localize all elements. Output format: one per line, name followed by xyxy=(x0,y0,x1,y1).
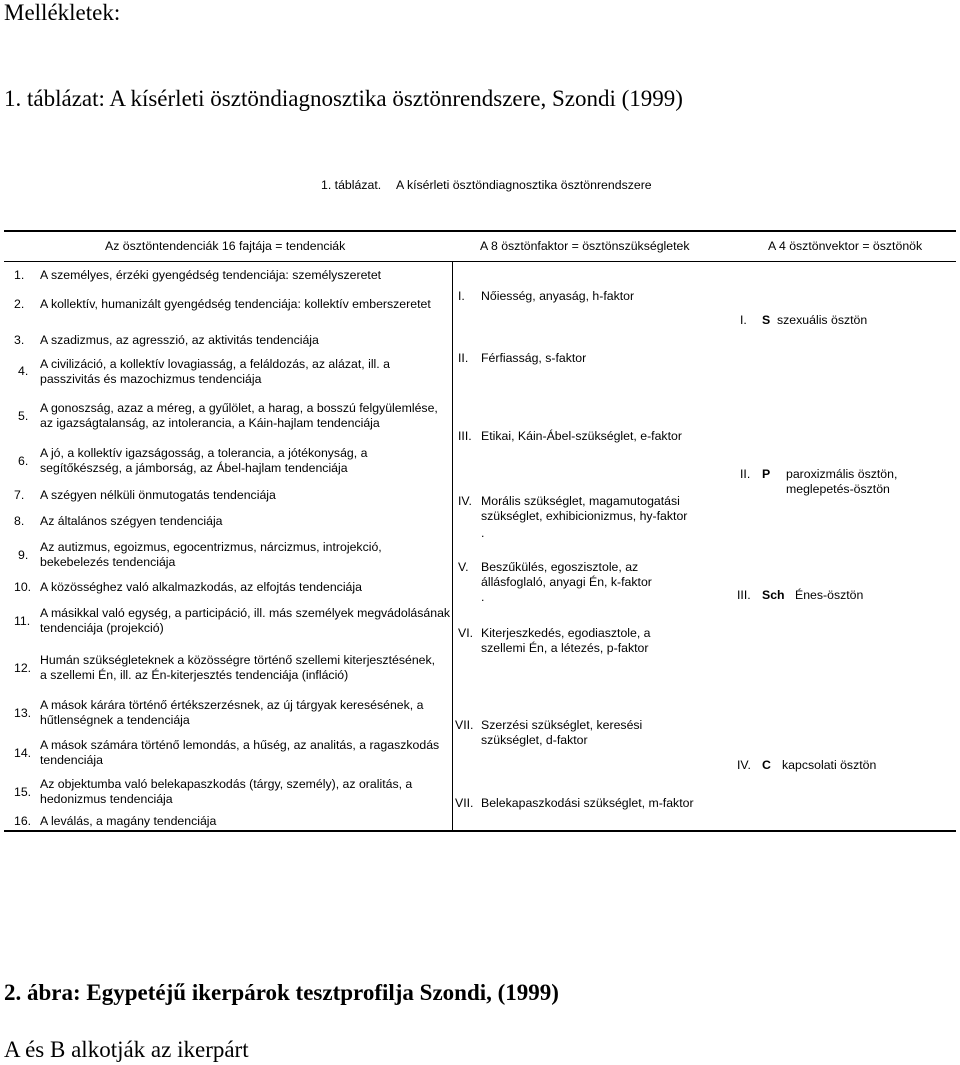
tendency-text: A személyes, érzéki gyengédség tendenciája: személyszeretet xyxy=(40,268,382,282)
page-heading: Mellékletek: xyxy=(4,0,121,25)
vector-number: I. xyxy=(740,313,747,327)
tendency-number: 11. xyxy=(14,614,31,628)
vector-text: kapcsolati ösztön xyxy=(782,758,877,772)
tendency-text: A gonoszság, azaz a méreg, a gyűlölet, a harag, a bosszú felgyülemlése, az igazságtalanság, az intolerancia, a Káin-hajlam tendenciája xyxy=(40,401,438,430)
factor-dot: . xyxy=(481,526,485,540)
tendency-text: A szégyen nélküli önmutogatás tendenciája xyxy=(40,488,276,502)
table-title: 1. táblázat: A kísérleti ösztöndiagnosztika ösztönrendszere, Szondi (1999) xyxy=(4,86,683,111)
tendency-number: 2. xyxy=(14,297,25,311)
caption-text: A kísérleti ösztöndiagnosztika ösztönrendszere xyxy=(396,178,652,192)
vector-code: P xyxy=(762,467,771,481)
header-factors: A 8 ösztönfaktor = ösztönszükségletek xyxy=(480,239,690,253)
tendency-text: A leválás, a magány tendenciája xyxy=(40,814,217,828)
tendency-text: A szadizmus, az agresszió, az aktivitás tendenciája xyxy=(40,333,319,347)
tendency-number: 10. xyxy=(14,580,32,594)
factor-number: V. xyxy=(458,560,469,574)
factor-number: II. xyxy=(458,351,469,365)
tendency-text: A kollektív, humanizált gyengédség tendenciája: kollektív emberszeretet xyxy=(40,297,431,311)
tendency-number: 13. xyxy=(14,706,32,720)
tendency-number: 3. xyxy=(14,333,25,347)
factor-text: Beszűkülés, egoszisztole, az állásfoglaló, anyagi Én, k-faktor xyxy=(481,560,652,589)
figure-title: 2. ábra: Egypetéjű ikerpárok tesztprofilja Szondi, (1999) xyxy=(4,980,559,1005)
vector-number: II. xyxy=(740,467,751,481)
factor-text: Morális szükséglet, magamutogatási szükséglet, exhibicionizmus, hy-faktor xyxy=(481,494,688,523)
table-bottom-border xyxy=(4,830,956,832)
vector-code: C xyxy=(762,758,771,772)
header-vectors: A 4 ösztönvektor = ösztönök xyxy=(768,239,923,253)
factor-dot: . xyxy=(481,590,485,604)
tendency-number: 9. xyxy=(18,548,29,562)
tendency-text: A másikkal való egység, a participáció, ill. más személyek megvádolásának tendenciája (projekció) xyxy=(40,606,451,635)
tendency-text: A civilizáció, a kollektív lovagiasság, a feláldozás, az alázat, ill. a passzivitás és mazochizmus tendenciája xyxy=(40,357,390,386)
tendency-text: Az autizmus, egoizmus, egocentrizmus, nárcizmus, introjekció, bekebelezés tendenciája xyxy=(40,540,382,569)
tendency-number: 5. xyxy=(18,409,29,423)
tendency-number: 4. xyxy=(18,364,29,378)
tendency-text: A jó, a kollektív igazságosság, a tolerancia, a jótékonyság, a segítőkészség, a jámborság, az Ábel-hajlam tendenciája xyxy=(40,446,368,475)
vector-code: Sch xyxy=(762,588,785,602)
vector-text: szexuális ösztön xyxy=(777,313,868,327)
factor-number: III. xyxy=(458,429,472,443)
tendency-text: A mások számára történő lemondás, a hűség, az analitás, a ragaszkodás tendenciája xyxy=(40,738,440,767)
vector-number: III. xyxy=(737,588,751,602)
vector-number: IV. xyxy=(737,758,751,772)
tendency-number: 8. xyxy=(14,514,25,528)
tendency-text: Az objektumba való belekapaszkodás (tárgy, személy), az oralitás, a hedonizmus tendenciája xyxy=(40,777,413,806)
tendency-number: 7. xyxy=(14,488,25,502)
factor-number: I. xyxy=(458,289,465,303)
factor-number: VI. xyxy=(458,626,474,640)
factor-text: Szerzési szükséglet, keresési szükséglet, d-faktor xyxy=(481,718,643,747)
factor-number: IV. xyxy=(458,494,472,508)
factor-text: Kiterjeszkedés, egodiasztole, a szellemi Én, a létezés, p-faktor xyxy=(481,626,651,655)
vector-text: paroxizmális ösztön, meglepetés-ösztön xyxy=(786,467,898,496)
factor-number: VII. xyxy=(455,796,474,810)
vector-code: S xyxy=(762,313,771,327)
factor-text: Belekapaszkodási szükséglet, m-faktor xyxy=(481,796,694,810)
column-divider-1 xyxy=(452,262,453,830)
vector-text: Énes-ösztön xyxy=(795,588,864,602)
factor-text: Nőiesség, anyaság, h-faktor xyxy=(481,289,635,303)
factor-text: Férfiasság, s-faktor xyxy=(481,351,587,365)
caption-number: 1. táblázat. xyxy=(321,178,382,192)
tendency-number: 6. xyxy=(18,454,29,468)
factor-text: Etikai, Káin-Ábel-szükséglet, e-faktor xyxy=(481,429,682,443)
tendency-number: 14. xyxy=(14,746,32,760)
factor-number: VII. xyxy=(455,718,474,732)
header-tendencies: Az ösztöntendenciák 16 fajtája = tendenciák xyxy=(105,239,346,253)
tendency-text: A mások kárára történő értékszerzésnek, az új tárgyak keresésének, a hűtlenségnek a tendenciája xyxy=(40,698,424,727)
figure-subtitle: A és B alkotják az ikerpárt xyxy=(4,1037,249,1062)
tendency-number: 15. xyxy=(14,785,32,799)
table-top-border xyxy=(4,230,956,232)
tendency-number: 12. xyxy=(14,661,32,675)
tendency-text: Az általános szégyen tendenciája xyxy=(40,514,223,528)
tendency-text: A közösséghez való alkalmazkodás, az elfojtás tendenciája xyxy=(40,580,362,594)
tendency-number: 1. xyxy=(14,268,25,282)
tendency-text: Humán szükségleteknek a közösségre történő szellemi kiterjesztésének, a szellemi Én, ill. az Én-kiterjesztés tendenciája (infláció) xyxy=(40,653,436,682)
header-divider xyxy=(4,261,956,262)
tendency-number: 16. xyxy=(14,814,32,828)
